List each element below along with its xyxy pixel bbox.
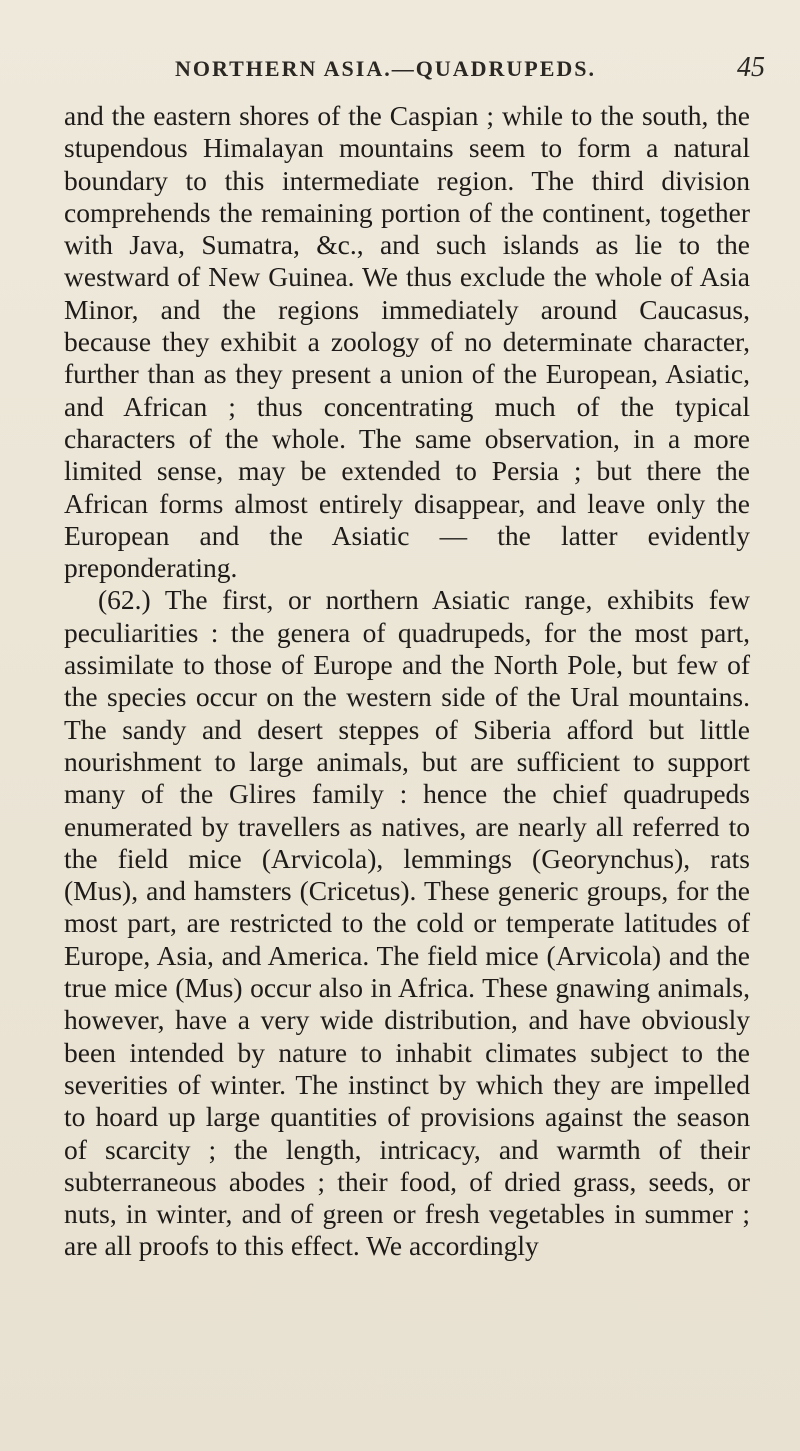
paragraph-continuation: and the eastern shores of the Caspian ; while to the south, the stupendous Himalayan mountains seem to form a natural boundary to this intermediate region. The third division comprehends the remaining portion of the continent, together with Java, Sumatra, &c., and such islands as lie to the westward of New Guinea. We thus exclude the whole of Asia Minor, and the regions immediately around Caucasus, because they exhibit a zoology of no determinate character, further than as they present a union of the European, Asiatic, and African ; thus concentrating much of the typical characters of the whole. The same observation, in a more limited sense, may be extended to Persia ; but there the African forms almost entirely disappear, and leave only the European and the Asiatic — the latter evidently preponderating. [64, 100, 750, 584]
page-number: 45 [737, 52, 765, 83]
body-text [64, 100, 750, 1263]
running-head [175, 50, 765, 90]
running-title: NORTHERN ASIA.—QUADRUPEDS. [175, 56, 596, 81]
paragraph-62: (62.) The first, or northern Asiatic range, exhibits few peculiarities : the genera of quadrupeds, for the most part, assimilate to those of Europe and the North Pole, but few of the species occur on the western side of the Ural mountains. The sandy and desert steppes of Siberia afford but little nourishment to large animals, but are sufficient to support many of the Glires family : hence the chief quadrupeds enumerated by travellers as natives, are nearly all referred to the field mice (Arvicola), lemmings (Georynchus), rats (Mus), and hamsters (Cricetus). These generic groups, for the most part, are restricted to the cold or temperate latitudes of Europe, Asia, and America. The field mice (Arvicola) and the true mice (Mus) occur also in Africa. These gnawing animals, however, have a very wide distribution, and have obviously been intended by nature to inhabit climates subject to the severities of winter. The instinct by which they are impelled to hoard up large quantities of provisions against the season of scarcity ; the length, intricacy, and warmth of their subterraneous abodes ; their food, of dried grass, seeds, or nuts, in winter, and of green or fresh vegetables in summer ; are all proofs to this effect. We accordingly [64, 584, 750, 1262]
